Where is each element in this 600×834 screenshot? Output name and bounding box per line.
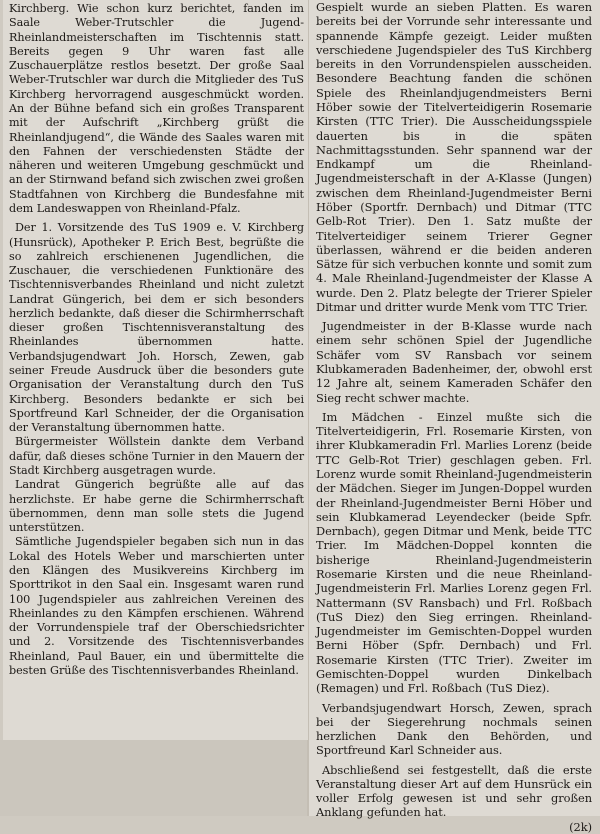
paragraph-conclusion: Abschließend sei festgestellt, daß die erste Veranstaltung dieser Art auf dem Hunsrück ein voller Erfolg gewesen ist und sehr großen Anklang gefunden hat. <box>316 762 592 820</box>
paragraph-ceremony: Verbandsjugendwart Horsch, Zewen, sprach bei der Siegerehrung nochmals seinen herzlichen Dank den Behörden, und Sportfreund Karl Schneider aus. <box>316 700 592 758</box>
paragraph-b-class: Jugendmeister in der B-Klasse wurde nach einem sehr schönen Spiel der Jugendliche Schäfer vom SV Ransbach vor seinem Klubkameraden Badenheimer, der, obwohl erst 12 Jahre alt, seinem Kameraden Schäfer den Sieg recht schwer machte. <box>316 319 592 405</box>
paragraph-girls: Im Mädchen - Einzel mußte sich die Titelverteidigerin, Frl. Rosemarie Kirsten, von ihrer Klubkameradin Frl. Marlies Lorenz (beide TTC Gelb-Rot Trier) geschlagen geben. Frl. Lorenz wurde somit Rheinland-Jugendmeisterin der Mädchen. Sieger im Jungen-Doppel wurden der Rheinland-Jugendmeister Berni Höber und sein Klubkamerad Leyendecker (beide Spfr. Dernbach), gegen Ditmar und Menk, beide TTC Trier. Im Mädchen-Doppel konnten die bisherige Rheinland-Jugendmeisterin Rosemarie Kirsten und die neue Rheinland-Jugendmeisterin Frl. Marlies Lorenz gegen Frl. Nattermann (SV Ransbach) und Frl. Roßbach (TuS Diez) den Sieg erringen. Rheinland-Jugendmeister im Gemischten-Doppel wurden Berni Höber (Spfr. Dernbach) und Frl. Rosemarie Kirsten (TTC Trier). Zweiter im Gemischten-Doppel wurden Dinkelbach (Remagen) und Frl. Roßbach (TuS Diez). <box>316 409 592 696</box>
paragraph-landrat: Landrat Güngerich begrüßte alle auf das herzlichste. Er habe gerne die Schirmherrschaft übernommen, denn man solle stets die Jugend unterstützen. <box>9 478 304 535</box>
author-signature: (2k) <box>569 819 592 834</box>
paragraph-intro: Kirchberg. Wie schon kurz berichtet, fanden im Saale Weber-Trutschler die Jugend-Rheinlandmeisterschaften im Tischtennis statt. Bereits gegen 9 Uhr waren fast alle Zuschauerplätze restlos besetzt. Der große Saal Weber-Trutschler war durch die Mitglieder des TuS Kirchberg hervorragend ausgeschmückt worden. An der Bühne befand sich ein großes Transparent mit der Aufschrift „Kirchberg grüßt die Rheinlandjugend“, die Wände des Saales waren mit den Fahnen der verschiedensten Städte der näheren und weiteren Umgebung geschmückt und an der Stirnwand befand sich zwischen zwei großen Stadtfahnen von Kirchberg die Bundesfahne mit dem Landeswappen von Rheinland-Pfalz. <box>9 2 304 215</box>
article-column-right <box>309 0 600 834</box>
paragraph-players-entry: Sämtliche Jugendspieler begaben sich nun in das Lokal des Hotels Weber und marschierten unter den Klängen des Musikvereins Kirchberg im Sporttrikot in den Saal ein. Insgesamt waren rund 100 Jugendspieler aus zahlreichen Vereinen des Rheinlandes zu den Kämpfen erschienen. Während der Vorrundenspiele traf der Oberschiedsrichter und 2. Vorsitzende des Tischtennisverbandes Rheinland, Paul Bauer, ein und übermittelte die besten Grüße des Tischtennisverbandes Rheinland. <box>9 535 304 677</box>
background-strip <box>0 740 308 816</box>
paragraph-a-class: Gespielt wurde an sieben Platten. Es waren bereits bei der Vorrunde sehr interessante und spannende Kämpfe gezeigt. Leider mußten verschiedene Jugendspieler des TuS Kirchberg bereits in den Vorrundenspielen ausscheiden. Besondere Beachtung fanden die schönen Spiele des Rheinlandjugendmeisters Berni Höber sowie der Titelverteidigerin Rosemarie Kirsten (TTC Trier). Die Ausscheidungsspiele dauerten bis in die späten Nachmittagsstunden. Sehr spannend war der Endkampf um die Rheinland-Jugendmeisterschaft in der A-Klasse (Jungen) zwischen dem Rheinland-Jugendmeister Berni Höber (Sportfr. Dernbach) und Ditmar (TTC Gelb-Rot Trier). Den 1. Satz mußte der Titelverteidiger seinem Trierer Gegner überlassen, während er die beiden anderen Sätze für sich verbuchen konnte und somit zum 4. Male Rheinland-Jugendmeister der Klasse A wurde. Den 2. Platz belegte der Trierer Spieler Ditmar und dritter wurde Menk vom TTC Trier. <box>316 0 592 314</box>
paragraph-mayor: Bürgermeister Wöllstein dankte dem Verband dafür, daß dieses schöne Turnier in den Mauern der Stadt Kirchberg ausgetragen wurde. <box>9 435 304 477</box>
paragraph-best-welcome: Der 1. Vorsitzende des TuS 1909 e. V. Kirchberg (Hunsrück), Apotheker P. Erich Best, begrüßte die so zahlreich erschienenen Jugendlichen, die Zuschauer, die verschiedenen Funktionäre des Tischtennisverbandes Rheinland und nicht zuletzt Landrat Güngerich, bei dem er sich besonders herzlich bedankte, daß dieser die Schirmherrschaft dieser großen Tischtennisveranstaltung des Rheinlandes übernommen hatte. Verbandsjugendwart Joh. Horsch, Zewen, gab seiner Freude Ausdruck über die besonders gute Organisation der Veranstaltung durch den TuS Kirchberg. Besonders bedankte er sich bei Sportfreund Karl Schneider, der die Organisation der Veranstaltung übernommen hatte. <box>9 221 304 435</box>
article-column-left <box>3 0 308 740</box>
